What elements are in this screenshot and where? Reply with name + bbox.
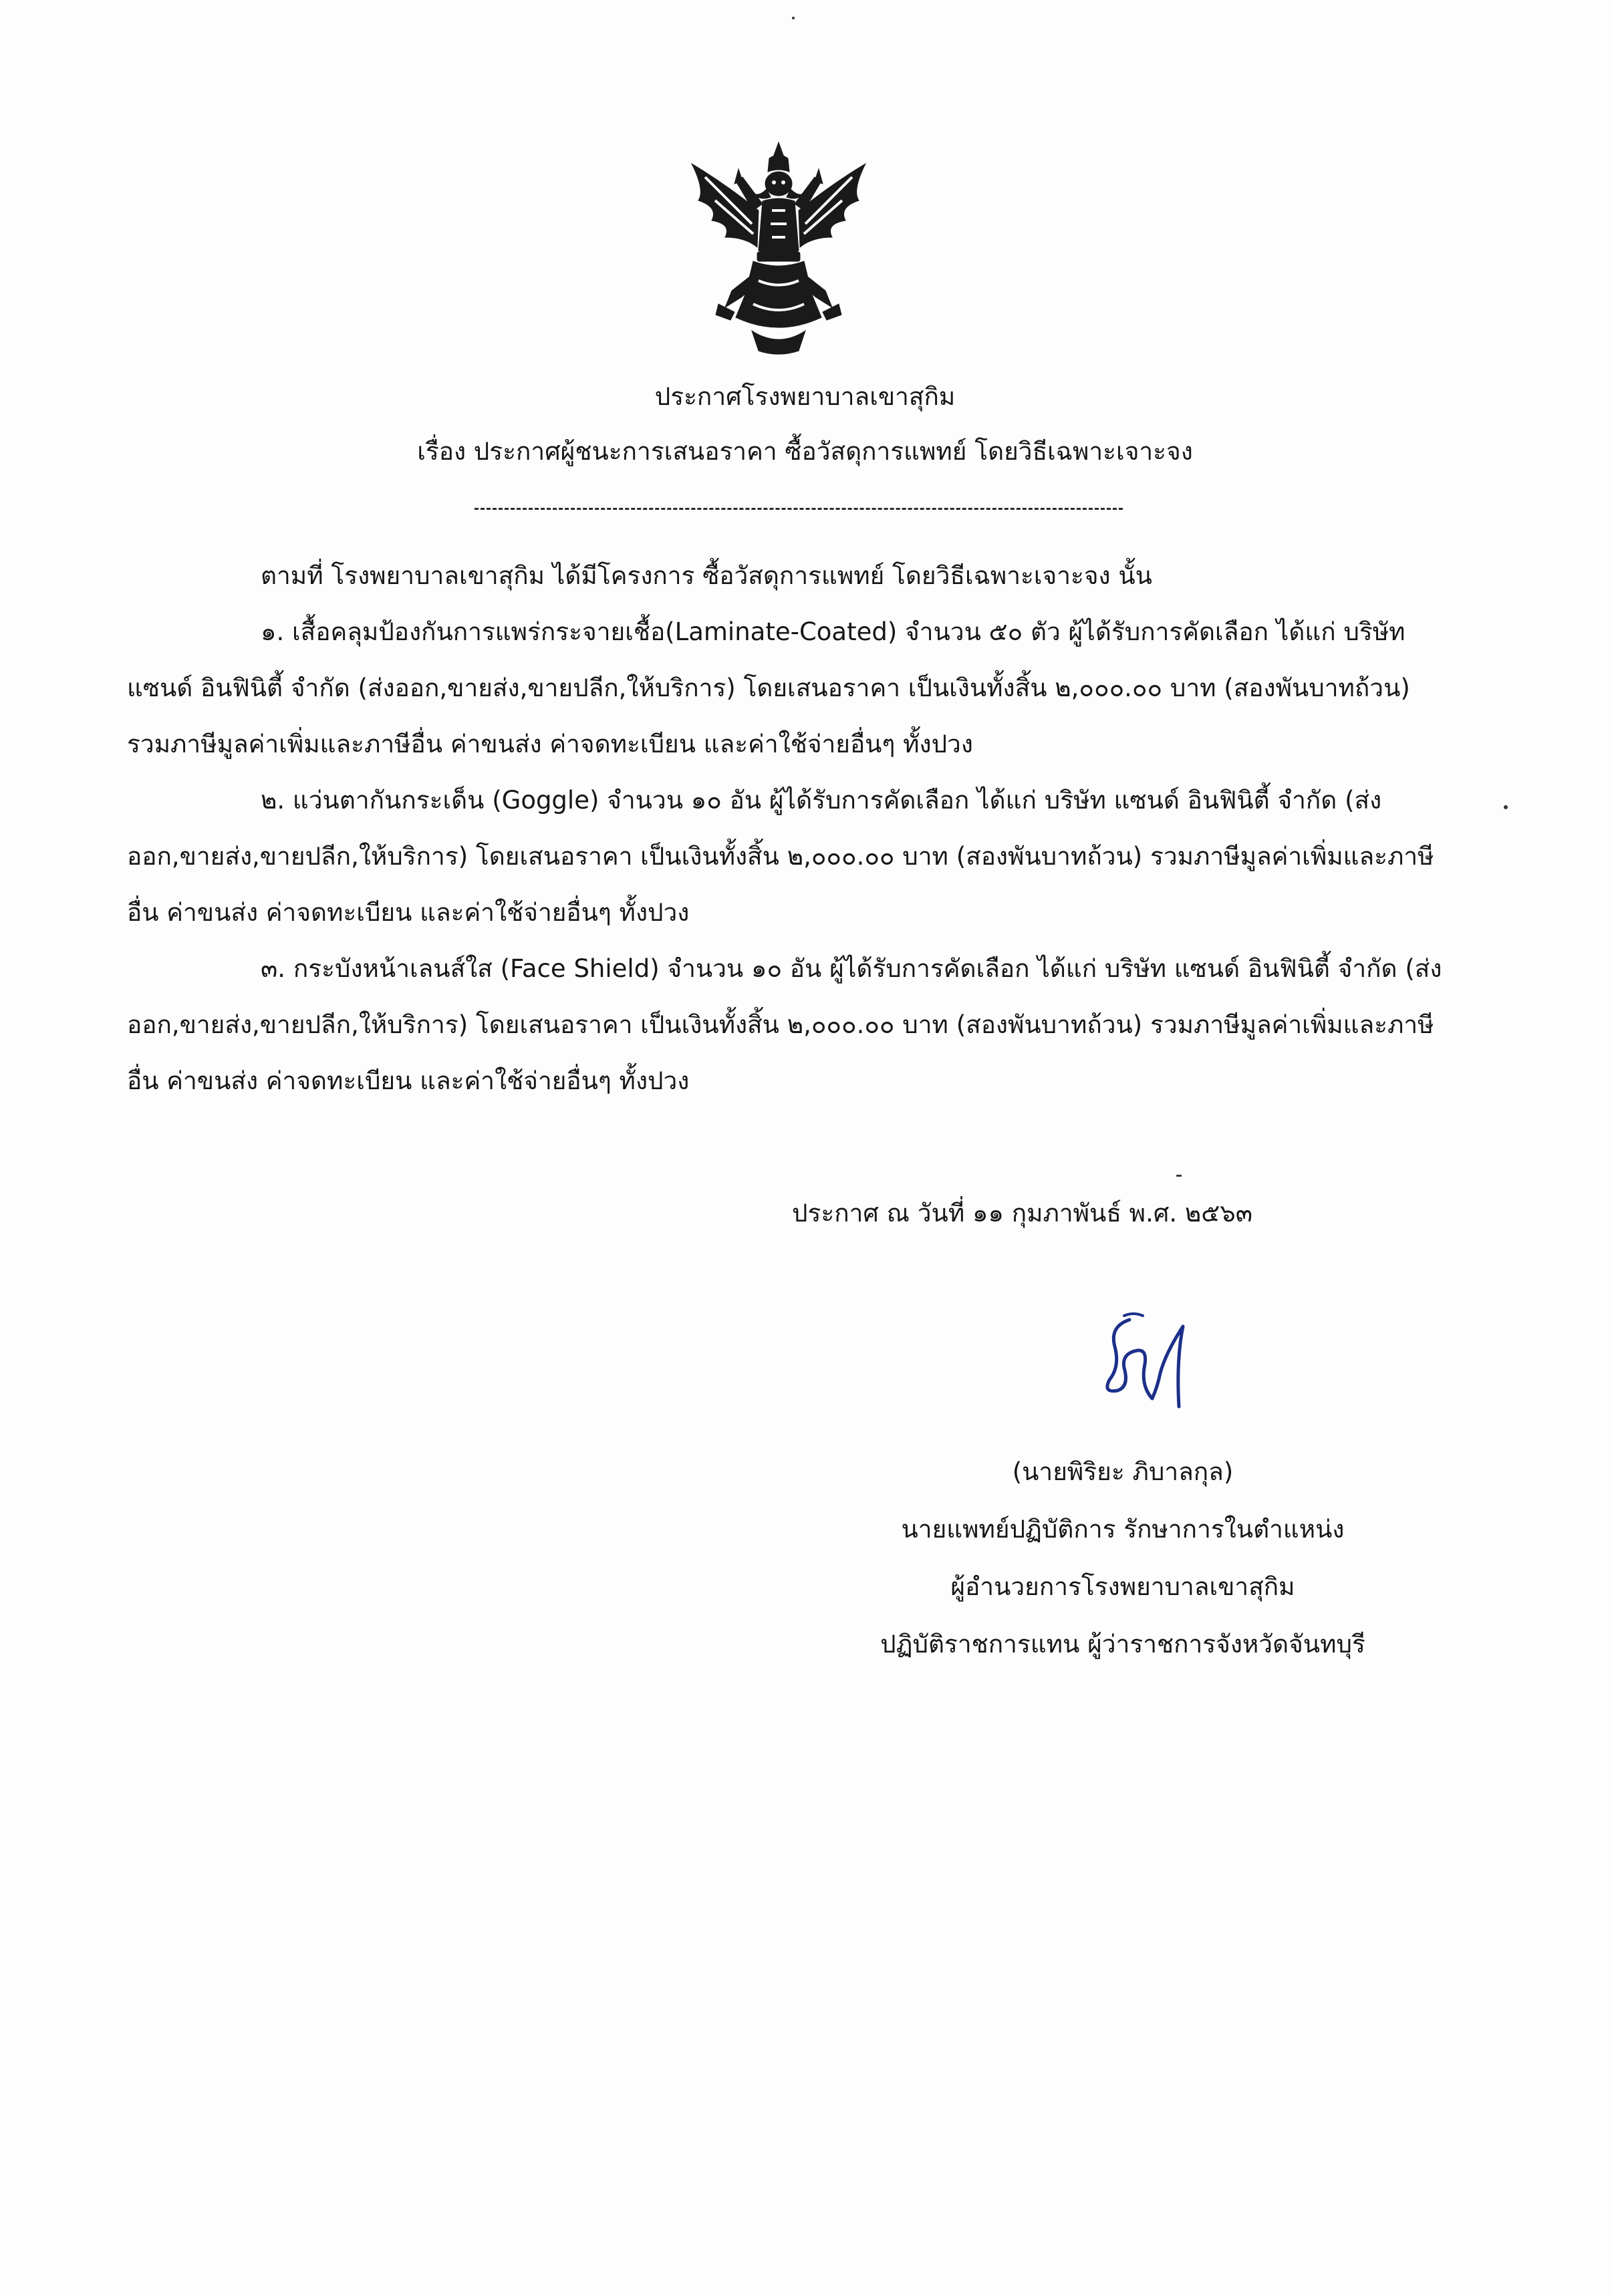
signature-image [1083,1306,1216,1427]
item-paragraph: ๓. กระบังหน้าเลนส์ใส (Face Shield) จำนวน ๑๐ อัน ผู้ได้รับการคัดเลือก ได้แก่ บริษัท แซนด์ อินฟินิตี้ จำกัด (ส่งออก,ขายส่ง,ขายปลีก,ให้บริการ) โดยเสนอราคา เป็นเงินทั้งสิ้น ๒,๐๐๐.๐๐ บาท (สองพันบาทถ้วน) รวมภาษีมูลค่าเพิ่มและภาษีอื่น ค่าขนส่ง ค่าจดทะเบียน และค่าใช้จ่ายอื่นๆ ทั้งปวง [127,954,1442,1095]
announcement-subject: เรื่อง ประกาศผู้ชนะการเสนอราคา ซื้อวัสดุการแพทย์ โดยวิธีเฉพาะเจาะจง [417,437,1193,466]
signatory-position: ปฏิบัติราชการแทน ผู้ว่าราชการจังหวัดจันทบุรี [880,1630,1365,1659]
announcement-title: ประกาศโรงพยาบาลเขาสุกิม [654,382,956,411]
item-paragraph: ๒. แว่นตากันกระเด็น (Goggle) จำนวน ๑๐ อัน ผู้ได้รับการคัดเลือก ได้แก่ บริษัท แซนด์ อินฟินิตี้ จำกัด (ส่งออก,ขายส่ง,ขายปลีก,ให้บริการ) โดยเสนอราคา เป็นเงินทั้งสิ้น ๒,๐๐๐.๐๐ บาท (สองพันบาทถ้วน) รวมภาษีมูลค่าเพิ่มและภาษีอื่น ค่าขนส่ง ค่าจดทะเบียน และค่าใช้จ่ายอื่นๆ ทั้งปวง [127,786,1434,927]
announcement-body [127,548,1444,1109]
intro-paragraph: ตามที่ โรงพยาบาลเขาสุกิม ได้มีโครงการ ซื้อวัสดุการแพทย์ โดยวิธีเฉพาะเจาะจง นั้น [261,561,1152,590]
signatory-position: ผู้อำนวยการโรงพยาบาลเขาสุกิม [950,1572,1295,1601]
title-separator [475,508,1123,510]
scan-speck [1176,1175,1182,1177]
garuda-emblem-icon [678,137,879,357]
signatory-position: นายแพทย์ปฏิบัติการ รักษาการในตำแหน่ง [901,1515,1345,1544]
announcement-date: ประกาศ ณ วันที่ ๑๑ กุมภาพันธ์ พ.ศ. ๒๕๖๓ [792,1199,1253,1228]
scan-speck [792,17,795,19]
scan-speck [1504,805,1508,809]
item-paragraph: ๑. เสื้อคลุมป้องกันการแพร่กระจายเชื้อ(Laminate-Coated) จำนวน ๕๐ ตัว ผู้ได้รับการคัดเลือก ได้แก่ บริษัท แซนด์ อินฟินิตี้ จำกัด (ส่งออก,ขายส่ง,ขายปลีก,ให้บริการ) โดยเสนอราคา เป็นเงินทั้งสิ้น ๒,๐๐๐.๐๐ บาท (สองพันบาทถ้วน) รวมภาษีมูลค่าเพิ่มและภาษีอื่น ค่าขนส่ง ค่าจดทะเบียน และค่าใช้จ่ายอื่นๆ ทั้งปวง [127,617,1410,758]
signatory-block [722,1443,1524,1673]
signatory-name: (นายพิริยะ ภิบาลกุล) [1012,1457,1234,1486]
